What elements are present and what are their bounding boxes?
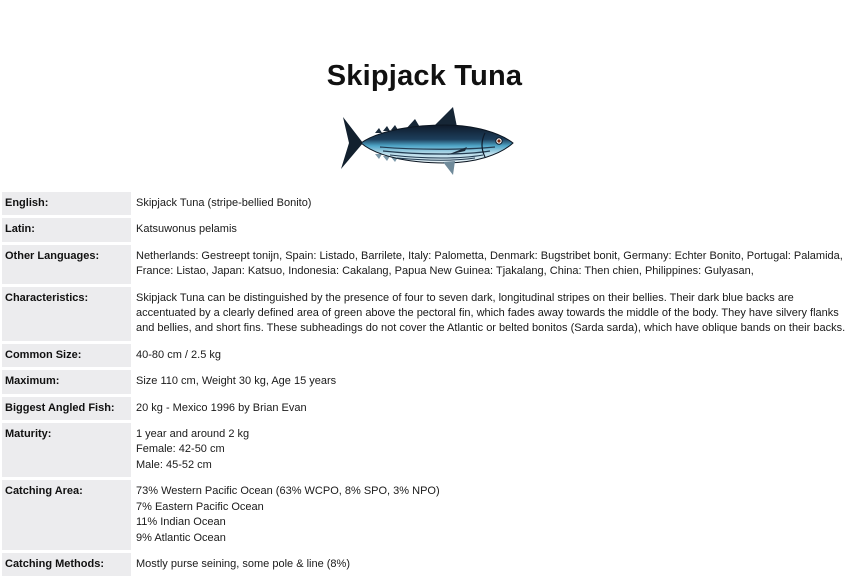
value-line: Katsuwonus pelamis bbox=[136, 223, 237, 236]
info-row bbox=[2, 218, 849, 241]
value-line: Skipjack Tuna can be distinguished by the presence of four to seven dark, longitudinal stripes on their bellies. Their dark blue backs are accentuated by a clearly defined area of green above the pectoral fin, which fades away towards the middle of the body. They have silvery flanks and bellies, and short fins. These subheadings do not cover the Atlantic or belted bonitos (Sarda sarda), which have oblique bands on their backs. bbox=[136, 291, 846, 335]
row-value bbox=[131, 480, 849, 550]
row-label: Catching Methods: bbox=[2, 553, 131, 576]
info-row bbox=[2, 245, 849, 284]
row-value bbox=[131, 192, 849, 215]
value-line: Skipjack Tuna (stripe-bellied Bonito) bbox=[136, 197, 312, 209]
value-line: 11% Indian Ocean bbox=[136, 516, 226, 529]
row-label: Maximum: bbox=[2, 370, 131, 393]
info-row bbox=[2, 370, 849, 393]
row-label: Common Size: bbox=[2, 344, 131, 367]
row-label: Catching Area: bbox=[2, 480, 131, 550]
value-line: 9% Atlantic Ocean bbox=[136, 531, 226, 544]
value-line: 7% Eastern Pacific Ocean bbox=[136, 500, 264, 513]
row-value bbox=[131, 553, 849, 576]
row-label: Latin: bbox=[2, 218, 131, 241]
value-line: Male: 45-52 cm bbox=[136, 458, 212, 471]
value-line: Netherlands: Gestreept tonijn, Spain: Listado, Barrilete, Italy: Palometta, Denmark: Bugstribet bonit, Germany: Echter Bonito, Portugal: Palamida, France: Listao, Japan: Katsuo, Indonesia: Cakalang, Papua New Guinea: Tjakalang, China: Then chien, Philippines: Gulyasan, bbox=[136, 249, 843, 278]
info-row bbox=[2, 287, 849, 341]
row-value bbox=[131, 397, 849, 420]
row-label: English: bbox=[2, 192, 131, 215]
value-line: 40-80 cm / 2.5 kg bbox=[136, 348, 221, 361]
page-title: Skipjack Tuna bbox=[326, 60, 523, 93]
value-line: 1 year and around 2 kg bbox=[136, 428, 250, 441]
row-label: Biggest Angled Fish: bbox=[2, 397, 131, 420]
info-row bbox=[2, 397, 849, 420]
tuna-fish-icon bbox=[335, 103, 520, 183]
info-row bbox=[2, 423, 849, 477]
info-row bbox=[2, 480, 849, 550]
value-line: Mostly purse seining, some pole & line (8%) bbox=[136, 557, 350, 570]
row-label: Maturity: bbox=[2, 423, 131, 477]
info-row bbox=[2, 553, 849, 576]
row-label: Characteristics: bbox=[2, 287, 131, 341]
fish-info-table bbox=[2, 192, 849, 576]
row-value bbox=[131, 423, 849, 477]
row-value bbox=[131, 245, 849, 284]
value-line: Size 110 cm, Weight 30 kg, Age 15 years bbox=[136, 375, 337, 388]
row-value bbox=[131, 287, 849, 341]
row-value bbox=[131, 218, 849, 241]
value-line: 20 kg - Mexico 1996 by Brian Evan bbox=[136, 401, 307, 414]
row-label: Other Languages: bbox=[2, 245, 131, 284]
row-value bbox=[131, 344, 849, 367]
value-line: Female: 42-50 cm bbox=[136, 443, 225, 456]
value-line: 73% Western Pacific Ocean (63% WCPO, 8% SPO, 3% NPO) bbox=[136, 485, 440, 498]
row-value bbox=[131, 370, 849, 393]
skipjack-tuna-image bbox=[335, 103, 520, 183]
info-row bbox=[2, 344, 849, 367]
info-row bbox=[2, 192, 849, 215]
